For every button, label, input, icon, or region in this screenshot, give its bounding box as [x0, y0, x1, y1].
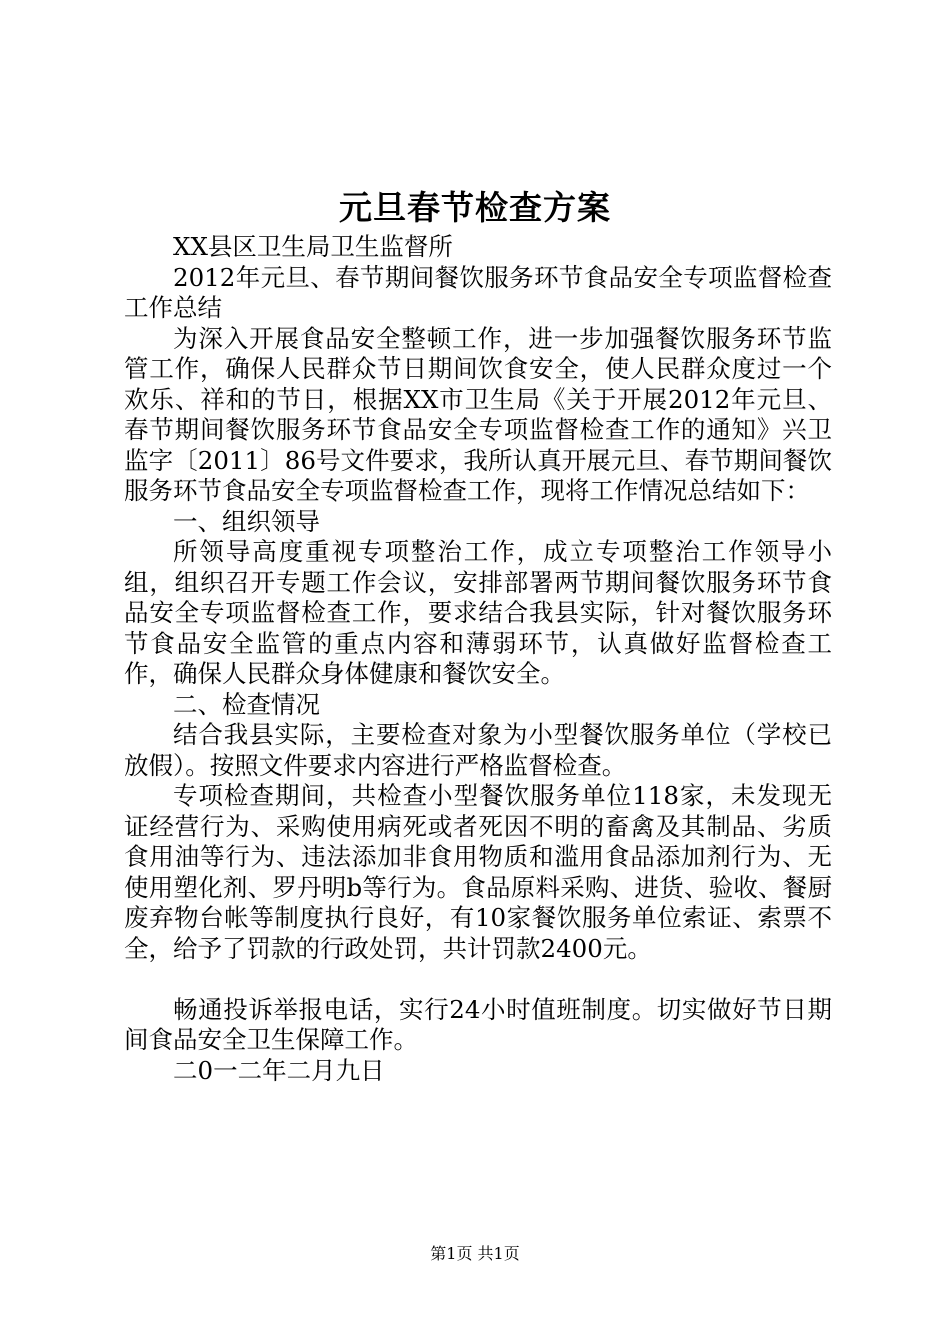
- paragraph-subject: 2012年元旦、春节期间餐饮服务环节食品安全专项监督检查工作总结: [124, 262, 832, 322]
- paragraph-inspection-scope: 结合我县实际，主要检查对象为小型餐饮服务单位（学校已放假）。按照文件要求内容进行严格监督检查。: [124, 720, 832, 780]
- page-number-footer: 第1页 共1页: [430, 1244, 520, 1263]
- paragraph-issuer: XX县区卫生局卫生监督所: [173, 232, 453, 261]
- paragraph-hotline: 畅通投诉举报电话，实行24小时值班制度。切实做好节日期间食品安全卫生保障工作。: [124, 994, 832, 1054]
- section-heading-inspection: 二、检查情况: [173, 689, 320, 719]
- paragraph-intro: 为深入开展食品安全整顿工作，进一步加强餐饮服务环节监管工作，确保人民群众节日期间饮食安全，使人民群众度过一个欢乐、祥和的节日，根据XX市卫生局《关于开展2012年元旦、春节期间餐饮服务环节食品安全专项监督检查工作的通知》兴卫监字〔2011〕86号文件要求，我所认真开展元旦、春节期间餐饮服务环节食品安全专项监督检查工作，现将工作情况总结如下：: [124, 323, 832, 505]
- paragraph-organization: 所领导高度重视专项整治工作，成立专项整治工作领导小组，组织召开专题工作会议，安排部署两节期间餐饮服务环节食品安全专项监督检查工作，要求结合我县实际，针对餐饮服务环节食品安全监管的重点内容和薄弱环节，认真做好监督检查工作，确保人民群众身体健康和餐饮安全。: [124, 537, 832, 688]
- document-body: [124, 232, 832, 1086]
- paragraph-date: 二0一二年二月九日: [173, 1055, 385, 1085]
- section-heading-organization: 一、组织领导: [173, 506, 320, 536]
- paragraph-inspection-results: 专项检查期间，共检查小型餐饮服务单位118家，未发现无证经营行为、采购使用病死或者死因不明的畜禽及其制品、劣质食用油等行为、违法添加非食用物质和滥用食品添加剂行为、无使用塑化剂、罗丹明b等行为。食品原料采购、进货、验收、餐厨废弃物台帐等制度执行良好，有10家餐饮服务单位索证、索票不全，给予了罚款的行政处罚，共计罚款2400元。: [124, 781, 832, 963]
- document-title: 元旦春节检查方案: [339, 188, 611, 227]
